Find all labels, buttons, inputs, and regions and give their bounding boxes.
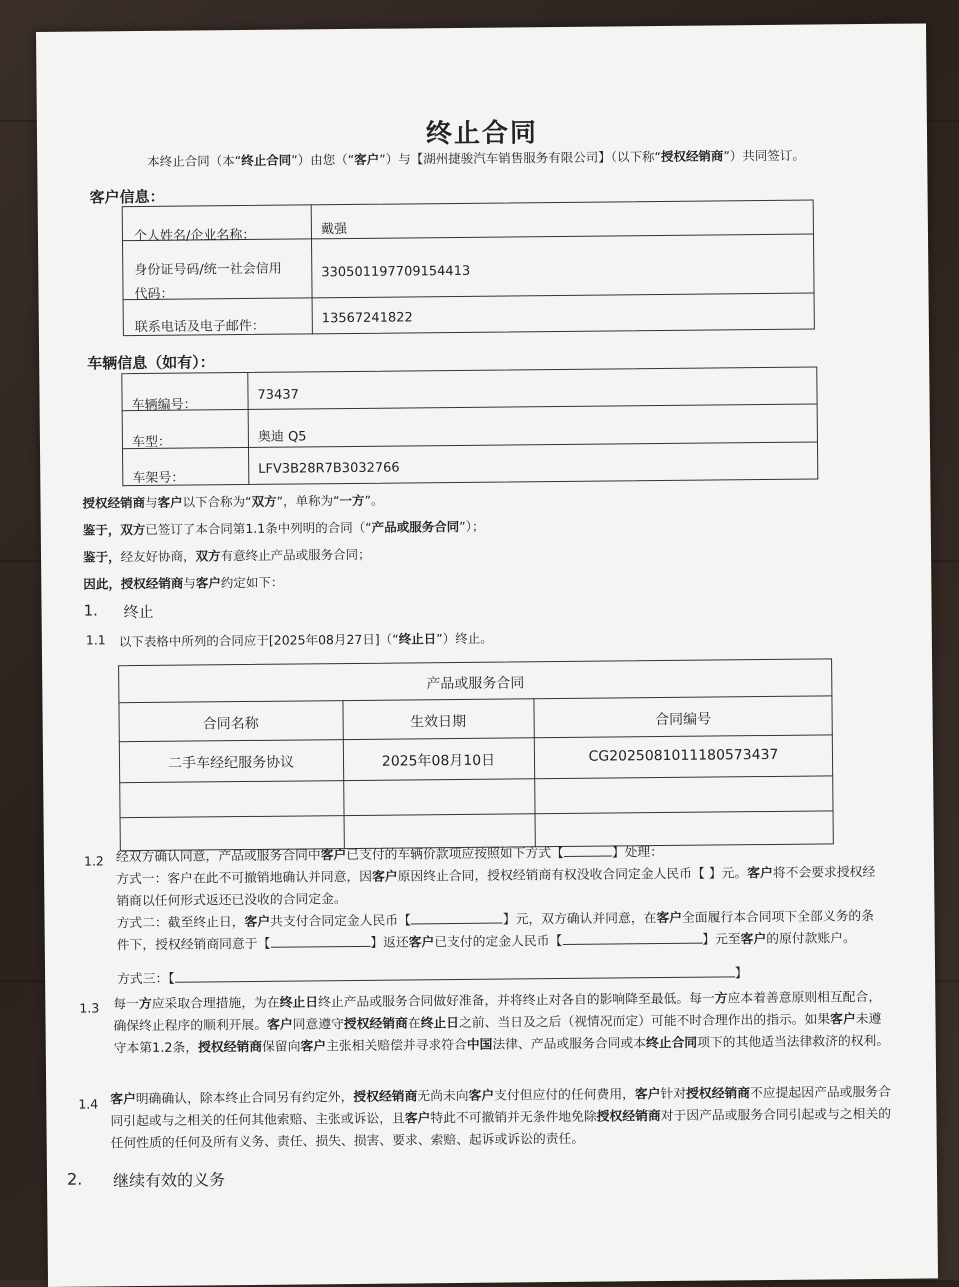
header-contract-name: 合同名称	[202, 715, 259, 733]
clause-1-2-option-1: 方式一：客户在此不可撤销地确认并同意，因客户原因终止合同，授权经销商有权没收合同定金人民币【 】元。客户将不会要求授权经销商以任何形式返还已没收的合同定金。	[116, 864, 876, 910]
clause-1-1-number: 1.1	[85, 632, 106, 648]
label-name: 个人姓名/企业名称：	[133, 227, 256, 245]
blank-field	[562, 931, 702, 945]
blank-field	[411, 911, 503, 925]
value-vin: LFV3B28R7B3032766	[258, 460, 400, 477]
value-vehicle-no: 73437	[257, 387, 299, 403]
recital-3: 鉴于，经友好协商，双方有意终止产品或服务合同；	[82, 546, 371, 565]
header-effective-date: 生效日期	[410, 713, 467, 731]
value-contact: 13567241822	[321, 310, 413, 327]
label-model: 车型：	[131, 434, 172, 451]
value-model: 奥迪 Q5	[257, 429, 307, 445]
blank-field	[564, 844, 612, 857]
label-contact: 联系电话及电子邮件：	[134, 318, 265, 336]
intro-line: 本终止合同（本“终止合同”）由您（“客户”）与【湖州捷骏汽车销售服务有限公司】（以下称“授权经销商”）共同签订。	[147, 147, 805, 169]
cell-contract-number: CG2025081011180573437	[588, 746, 779, 765]
document-title: 终止合同	[425, 118, 539, 150]
section-2-heading: 继续有效的义务	[112, 1170, 226, 1191]
label-vehicle-no: 车辆编号：	[131, 397, 197, 414]
cell-contract-name: 二手车经纪服务协议	[167, 754, 295, 772]
contract-page	[36, 23, 938, 1286]
label-id-line1: 身份证号码/统一社会信用	[134, 261, 282, 279]
clause-1-4-number: 1.4	[78, 1096, 99, 1112]
clause-1-3-text: 每一方应采取合理措施，为在终止日终止产品或服务合同做好准备，并将终止对各自的影响降至最低。每一方应本着善意原则相互配合，确保终止程序的顺利开展。客户同意遵守授权经销商在终止日之前、当日及之后（视情况而定）可能不时合理作出的指示。如果客户未遵守本第1.2条，授权经销商保留向客户主张相关赔偿并寻求符合中国法律、产品或服务合同或本终止合同项下的其他适当法律救济的权利。	[113, 989, 890, 1057]
recital-4: 因此，授权经销商与客户约定如下：	[83, 574, 284, 592]
section-2-number: 2.	[66, 1169, 83, 1189]
recital-1: 授权经销商与客户以下合称为“双方”，单称为“一方”。	[82, 492, 384, 511]
header-contract-number: 合同编号	[655, 711, 712, 729]
clause-1-1-text: 以下表格中所列的合同应于[2025年08月27日]（“终止日”）终止。	[118, 630, 493, 650]
customer-info-heading: 客户信息：	[89, 187, 165, 207]
clause-1-2-number: 1.2	[83, 853, 104, 869]
blank-field	[270, 934, 370, 948]
clause-1-3-number: 1.3	[79, 1000, 100, 1016]
clause-1-2-option-3: 方式三：【 】	[117, 966, 748, 988]
recital-2: 鉴于，双方已签订了本合同第1.1条中列明的合同（“产品或服务合同”）；	[82, 518, 485, 538]
value-id: 330501197709154413	[321, 263, 471, 281]
clause-1-2-intro: 经双方确认同意，产品或服务合同中客户已支付的车辆价款项应按照如下方式【 】处理：	[115, 845, 664, 866]
section-1-number: 1.	[83, 601, 98, 620]
cell-effective-date: 2025年08月10日	[381, 752, 496, 770]
value-name: 戴强	[320, 222, 347, 238]
blank-field	[175, 964, 735, 982]
label-id-line2: 代码：	[134, 286, 174, 303]
table-caption: 产品或服务合同	[426, 675, 525, 693]
section-1-heading: 终止	[123, 602, 154, 622]
vehicle-info-heading: 车辆信息（如有）：	[87, 353, 215, 373]
label-vin: 车架号：	[132, 470, 185, 487]
vehicle-info-table	[121, 367, 818, 487]
clause-1-4-text: 客户明确确认，除本终止合同另有约定外，授权经销商无尚未向客户支付但应付的任何费用，客户针对授权经销商不应提起因产品或服务合同引起或与之相关的任何其他索赔、主张或诉讼，且客户特此不可撤销并无条件地免除授权经销商对于因产品或服务合同引起或与之相关的任何性质的任何及所有义务、责任、损失、损害、要求、索赔、起诉或诉讼的责任。	[110, 1084, 892, 1152]
clause-1-2-option-2: 方式二：截至终止日，客户共支付合同定金人民币【 】元，双方确认并同意，在客户全面履行本合同项下全部义务的条件下，授权经销商同意于【 】返还客户已支付的定金人民币【 】元至客户的原付款账户。	[116, 908, 875, 954]
